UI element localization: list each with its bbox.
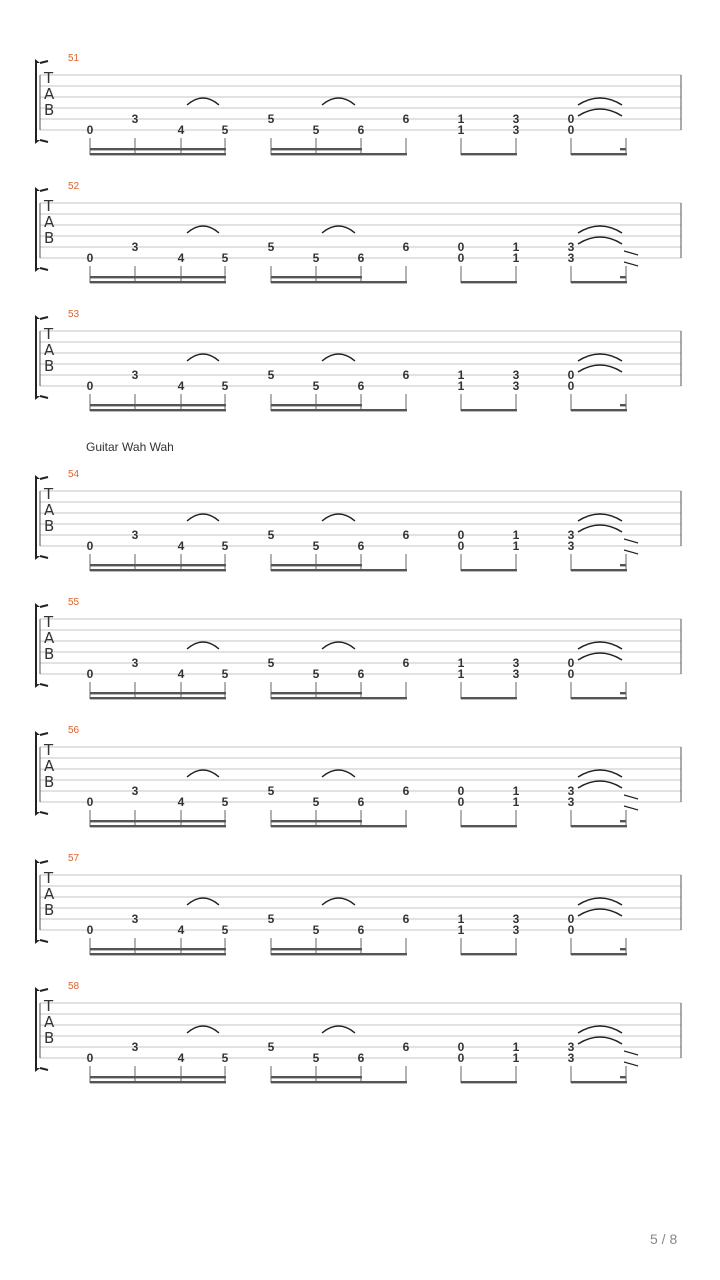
fret-number: 5 bbox=[221, 123, 229, 137]
bracket-hook-bottom bbox=[40, 556, 48, 558]
beam bbox=[271, 948, 362, 950]
fret-number: 0 bbox=[457, 795, 465, 809]
fret-number: 0 bbox=[567, 667, 575, 681]
beam bbox=[271, 697, 407, 699]
tab-letter-a: A bbox=[44, 213, 55, 231]
fret-number: 5 bbox=[221, 1051, 229, 1065]
tab-letter-t: T bbox=[44, 741, 54, 759]
fret-number: 5 bbox=[221, 667, 229, 681]
tab-letter-b: B bbox=[44, 101, 55, 119]
fret-number: 0 bbox=[457, 539, 465, 553]
tie-tail bbox=[624, 539, 638, 543]
measure-number: 54 bbox=[68, 469, 80, 480]
fret-number: 6 bbox=[357, 923, 365, 937]
tab-system-54 bbox=[35, 469, 681, 571]
fret-number: 6 bbox=[402, 784, 410, 798]
beam-stub bbox=[620, 948, 626, 950]
tab-letter-a: A bbox=[44, 501, 55, 519]
beam bbox=[271, 564, 362, 566]
tab-letter-a: A bbox=[44, 885, 55, 903]
beam bbox=[571, 281, 627, 283]
fret-number: 1 bbox=[512, 539, 520, 553]
tab-system-56 bbox=[35, 725, 681, 827]
slur bbox=[578, 525, 622, 532]
slur bbox=[187, 98, 219, 105]
slur bbox=[578, 98, 622, 105]
tab-letter-b: B bbox=[44, 645, 55, 663]
slur bbox=[187, 514, 219, 521]
fret-number: 3 bbox=[567, 528, 575, 542]
beam bbox=[271, 1076, 362, 1078]
fret-number: 0 bbox=[86, 795, 94, 809]
fret-number: 5 bbox=[267, 656, 275, 670]
beam bbox=[571, 569, 627, 571]
fret-number: 0 bbox=[457, 528, 465, 542]
beam bbox=[461, 825, 517, 827]
beam bbox=[90, 948, 226, 950]
fret-number: 4 bbox=[177, 667, 185, 681]
beam bbox=[271, 1081, 407, 1083]
beam bbox=[571, 697, 627, 699]
slur bbox=[578, 1026, 622, 1033]
slur bbox=[322, 770, 355, 777]
fret-number: 3 bbox=[131, 528, 139, 542]
tab-letter-a: A bbox=[44, 341, 55, 359]
fret-number: 4 bbox=[177, 795, 185, 809]
fret-number: 6 bbox=[357, 1051, 365, 1065]
tie-tail bbox=[624, 1051, 638, 1055]
fret-number: 4 bbox=[177, 123, 185, 137]
tie-tail bbox=[624, 1062, 638, 1066]
beam-stub bbox=[620, 404, 626, 406]
tab-system-52 bbox=[35, 181, 681, 283]
fret-number: 0 bbox=[457, 784, 465, 798]
fret-number: 5 bbox=[267, 368, 275, 382]
tab-system-53 bbox=[35, 309, 681, 411]
fret-number: 3 bbox=[512, 123, 520, 137]
fret-number: 0 bbox=[86, 379, 94, 393]
beam bbox=[571, 825, 627, 827]
slur bbox=[578, 354, 622, 361]
fret-number: 3 bbox=[567, 784, 575, 798]
tie-tail bbox=[624, 262, 638, 266]
slur bbox=[322, 642, 355, 649]
slur bbox=[578, 109, 622, 116]
bracket-hook-bottom bbox=[40, 1068, 48, 1070]
fret-number: 3 bbox=[512, 923, 520, 937]
fret-number: 3 bbox=[567, 240, 575, 254]
fret-number: 6 bbox=[402, 368, 410, 382]
fret-number: 0 bbox=[457, 1051, 465, 1065]
slur bbox=[322, 1026, 355, 1033]
slur bbox=[578, 653, 622, 660]
beam bbox=[271, 276, 362, 278]
fret-number: 0 bbox=[567, 112, 575, 126]
fret-number: 0 bbox=[86, 123, 94, 137]
beam bbox=[571, 953, 627, 955]
fret-number: 5 bbox=[221, 539, 229, 553]
beam bbox=[461, 953, 517, 955]
fret-number: 3 bbox=[131, 240, 139, 254]
beam bbox=[90, 569, 226, 571]
fret-number: 5 bbox=[312, 667, 320, 681]
fret-number: 5 bbox=[267, 240, 275, 254]
beam-stub bbox=[620, 820, 626, 822]
system-bracket bbox=[35, 603, 40, 688]
beam bbox=[90, 825, 226, 827]
fret-number: 6 bbox=[357, 251, 365, 265]
fret-number: 0 bbox=[86, 667, 94, 681]
beam bbox=[271, 281, 407, 283]
fret-number: 3 bbox=[512, 667, 520, 681]
beam-stub bbox=[620, 148, 626, 150]
measure-number: 51 bbox=[68, 53, 80, 64]
bracket-hook-bottom bbox=[40, 684, 48, 686]
fret-number: 5 bbox=[312, 539, 320, 553]
beam-stub bbox=[620, 1076, 626, 1078]
slur bbox=[578, 226, 622, 233]
bracket-hook-bottom bbox=[40, 140, 48, 142]
slur bbox=[578, 909, 622, 916]
slur bbox=[578, 898, 622, 905]
fret-number: 3 bbox=[512, 379, 520, 393]
beam bbox=[90, 281, 226, 283]
beam bbox=[90, 404, 226, 406]
bracket-hook-top bbox=[40, 989, 48, 991]
tab-letter-t: T bbox=[44, 997, 54, 1015]
measure-number: 57 bbox=[68, 853, 80, 864]
slur bbox=[187, 770, 219, 777]
tab-letter-a: A bbox=[44, 757, 55, 775]
fret-number: 6 bbox=[402, 112, 410, 126]
bracket-hook-top bbox=[40, 605, 48, 607]
tab-system-55 bbox=[35, 597, 681, 699]
slur bbox=[322, 514, 355, 521]
measure-number: 53 bbox=[68, 309, 80, 320]
fret-number: 6 bbox=[402, 240, 410, 254]
fret-number: 0 bbox=[86, 251, 94, 265]
fret-number: 6 bbox=[402, 1040, 410, 1054]
beam bbox=[461, 153, 517, 155]
beam-stub bbox=[620, 692, 626, 694]
tab-letter-t: T bbox=[44, 69, 54, 87]
beam-stub bbox=[620, 564, 626, 566]
bracket-hook-bottom bbox=[40, 396, 48, 398]
beam bbox=[271, 692, 362, 694]
slur bbox=[187, 1026, 219, 1033]
fret-number: 0 bbox=[86, 923, 94, 937]
fret-number: 3 bbox=[131, 112, 139, 126]
fret-number: 3 bbox=[512, 912, 520, 926]
fret-number: 5 bbox=[312, 251, 320, 265]
beam bbox=[271, 148, 362, 150]
tab-letter-a: A bbox=[44, 629, 55, 647]
fret-number: 0 bbox=[86, 539, 94, 553]
fret-number: 1 bbox=[457, 112, 465, 126]
beam bbox=[90, 153, 226, 155]
beam bbox=[90, 276, 226, 278]
tab-letter-t: T bbox=[44, 325, 54, 343]
bracket-hook-top bbox=[40, 61, 48, 63]
beam bbox=[571, 153, 627, 155]
fret-number: 1 bbox=[457, 368, 465, 382]
bracket-hook-bottom bbox=[40, 812, 48, 814]
fret-number: 1 bbox=[512, 1040, 520, 1054]
system-bracket bbox=[35, 315, 40, 400]
tab-letter-t: T bbox=[44, 485, 54, 503]
fret-number: 0 bbox=[567, 368, 575, 382]
beam-stub bbox=[620, 276, 626, 278]
slur bbox=[187, 354, 219, 361]
system-bracket bbox=[35, 59, 40, 144]
slur bbox=[322, 226, 355, 233]
beam bbox=[571, 409, 627, 411]
beam bbox=[271, 569, 407, 571]
beam bbox=[271, 953, 407, 955]
system-bracket bbox=[35, 731, 40, 816]
fret-number: 3 bbox=[567, 539, 575, 553]
tab-system-58 bbox=[35, 981, 681, 1083]
fret-number: 6 bbox=[402, 912, 410, 926]
beam bbox=[461, 1081, 517, 1083]
fret-number: 0 bbox=[86, 1051, 94, 1065]
fret-number: 3 bbox=[567, 1040, 575, 1054]
fret-number: 4 bbox=[177, 379, 185, 393]
tab-letter-a: A bbox=[44, 1013, 55, 1031]
fret-number: 5 bbox=[267, 528, 275, 542]
tie-tail bbox=[624, 795, 638, 799]
section-label: Guitar Wah Wah bbox=[86, 440, 174, 454]
system-bracket bbox=[35, 187, 40, 272]
fret-number: 0 bbox=[567, 923, 575, 937]
fret-number: 6 bbox=[357, 795, 365, 809]
beam bbox=[271, 404, 362, 406]
fret-number: 3 bbox=[567, 1051, 575, 1065]
fret-number: 5 bbox=[312, 379, 320, 393]
fret-number: 0 bbox=[457, 240, 465, 254]
slur bbox=[578, 1037, 622, 1044]
fret-number: 1 bbox=[457, 379, 465, 393]
tie-tail bbox=[624, 806, 638, 810]
fret-number: 1 bbox=[457, 123, 465, 137]
slur bbox=[187, 642, 219, 649]
slur bbox=[578, 781, 622, 788]
tab-letter-b: B bbox=[44, 229, 55, 247]
fret-number: 5 bbox=[267, 112, 275, 126]
fret-number: 5 bbox=[221, 379, 229, 393]
beam bbox=[271, 820, 362, 822]
bracket-hook-top bbox=[40, 189, 48, 191]
tie-tail bbox=[624, 550, 638, 554]
fret-number: 6 bbox=[402, 528, 410, 542]
fret-number: 6 bbox=[357, 539, 365, 553]
beam bbox=[461, 409, 517, 411]
fret-number: 1 bbox=[512, 240, 520, 254]
tab-letter-t: T bbox=[44, 613, 54, 631]
tab-letter-a: A bbox=[44, 85, 55, 103]
fret-number: 3 bbox=[567, 251, 575, 265]
beam bbox=[90, 409, 226, 411]
fret-number: 6 bbox=[357, 379, 365, 393]
fret-number: 3 bbox=[512, 112, 520, 126]
beam bbox=[271, 825, 407, 827]
slur bbox=[578, 365, 622, 372]
fret-number: 4 bbox=[177, 923, 185, 937]
fret-number: 1 bbox=[512, 251, 520, 265]
system-bracket bbox=[35, 987, 40, 1072]
measure-number: 52 bbox=[68, 181, 80, 192]
fret-number: 3 bbox=[512, 368, 520, 382]
fret-number: 4 bbox=[177, 539, 185, 553]
beam bbox=[90, 1081, 226, 1083]
fret-number: 1 bbox=[512, 795, 520, 809]
fret-number: 0 bbox=[457, 1040, 465, 1054]
slur bbox=[187, 898, 219, 905]
fret-number: 3 bbox=[131, 784, 139, 798]
bracket-hook-bottom bbox=[40, 268, 48, 270]
tab-system-57 bbox=[35, 853, 681, 955]
fret-number: 4 bbox=[177, 251, 185, 265]
fret-number: 6 bbox=[357, 123, 365, 137]
fret-number: 5 bbox=[312, 1051, 320, 1065]
tab-letter-b: B bbox=[44, 1029, 55, 1047]
fret-number: 5 bbox=[312, 123, 320, 137]
page-number: 5 / 8 bbox=[650, 1231, 678, 1247]
slur bbox=[578, 514, 622, 521]
beam bbox=[90, 692, 226, 694]
bracket-hook-top bbox=[40, 477, 48, 479]
beam bbox=[90, 1076, 226, 1078]
slur bbox=[578, 642, 622, 649]
fret-number: 0 bbox=[567, 123, 575, 137]
beam bbox=[90, 820, 226, 822]
fret-number: 1 bbox=[512, 1051, 520, 1065]
measure-number: 56 bbox=[68, 725, 80, 736]
beam bbox=[571, 1081, 627, 1083]
measure-number: 58 bbox=[68, 981, 80, 992]
bracket-hook-top bbox=[40, 317, 48, 319]
bracket-hook-top bbox=[40, 861, 48, 863]
fret-number: 5 bbox=[267, 912, 275, 926]
beam bbox=[461, 569, 517, 571]
fret-number: 0 bbox=[567, 656, 575, 670]
slur bbox=[322, 98, 355, 105]
fret-number: 0 bbox=[567, 379, 575, 393]
fret-number: 3 bbox=[131, 368, 139, 382]
beam bbox=[461, 281, 517, 283]
tab-letter-b: B bbox=[44, 357, 55, 375]
fret-number: 5 bbox=[312, 795, 320, 809]
slur bbox=[578, 770, 622, 777]
tie-tail bbox=[624, 251, 638, 255]
fret-number: 5 bbox=[221, 251, 229, 265]
beam bbox=[271, 153, 407, 155]
slur bbox=[322, 354, 355, 361]
beam bbox=[271, 409, 407, 411]
fret-number: 5 bbox=[312, 923, 320, 937]
slur bbox=[187, 226, 219, 233]
slur bbox=[322, 898, 355, 905]
beam bbox=[90, 148, 226, 150]
fret-number: 3 bbox=[512, 656, 520, 670]
beam bbox=[90, 564, 226, 566]
slur bbox=[578, 237, 622, 244]
fret-number: 1 bbox=[457, 667, 465, 681]
tab-letter-t: T bbox=[44, 197, 54, 215]
tab-letter-t: T bbox=[44, 869, 54, 887]
fret-number: 0 bbox=[567, 912, 575, 926]
fret-number: 1 bbox=[512, 528, 520, 542]
system-bracket bbox=[35, 859, 40, 944]
fret-number: 0 bbox=[457, 251, 465, 265]
fret-number: 5 bbox=[267, 784, 275, 798]
fret-number: 1 bbox=[457, 923, 465, 937]
beam bbox=[461, 697, 517, 699]
tab-letter-b: B bbox=[44, 901, 55, 919]
fret-number: 1 bbox=[457, 912, 465, 926]
tab-letter-b: B bbox=[44, 773, 55, 791]
fret-number: 4 bbox=[177, 1051, 185, 1065]
fret-number: 5 bbox=[221, 795, 229, 809]
fret-number: 1 bbox=[512, 784, 520, 798]
fret-number: 1 bbox=[457, 656, 465, 670]
tab-system-51 bbox=[35, 53, 681, 155]
bracket-hook-bottom bbox=[40, 940, 48, 942]
fret-number: 3 bbox=[131, 1040, 139, 1054]
bracket-hook-top bbox=[40, 733, 48, 735]
measure-number: 55 bbox=[68, 597, 80, 608]
fret-number: 6 bbox=[357, 667, 365, 681]
beam bbox=[90, 953, 226, 955]
tab-letter-b: B bbox=[44, 517, 55, 535]
fret-number: 3 bbox=[131, 912, 139, 926]
system-bracket bbox=[35, 475, 40, 560]
fret-number: 5 bbox=[267, 1040, 275, 1054]
fret-number: 5 bbox=[221, 923, 229, 937]
fret-number: 3 bbox=[131, 656, 139, 670]
fret-number: 3 bbox=[567, 795, 575, 809]
fret-number: 6 bbox=[402, 656, 410, 670]
beam bbox=[90, 697, 226, 699]
